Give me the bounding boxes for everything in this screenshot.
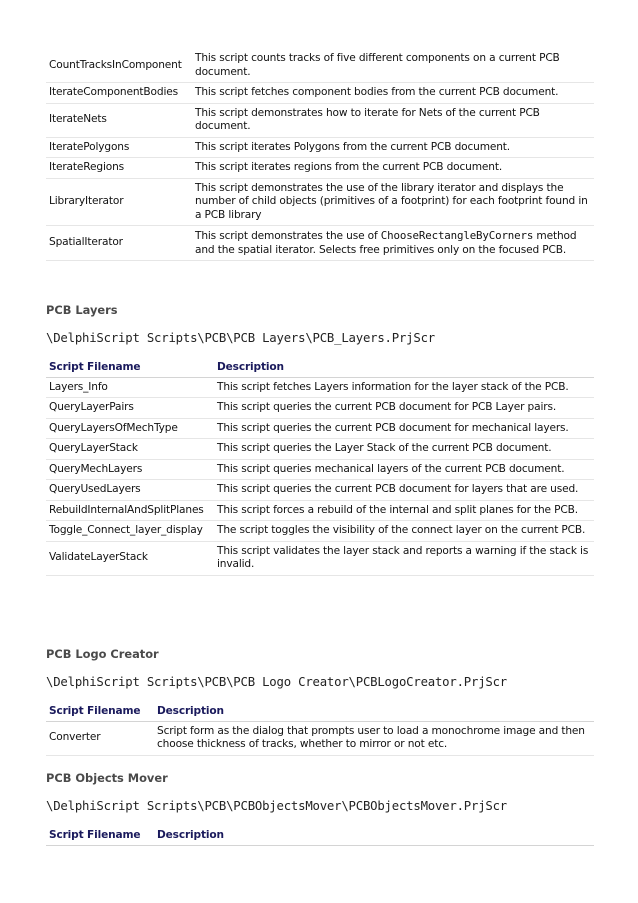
script-description: This script iterates regions from the current PCB document.	[192, 158, 594, 179]
script-description: This script iterates Polygons from the current PCB document.	[192, 137, 594, 158]
script-filename: QueryLayerStack	[46, 439, 214, 460]
column-header: Description	[157, 705, 224, 717]
script-filename: QueryMechLayers	[46, 459, 214, 480]
table-row	[46, 418, 594, 439]
desc-text: method and the spatial iterator. Selects free primitives only on the focused PCB.	[195, 230, 577, 256]
script-filename: IterateComponentBodies	[46, 83, 192, 104]
iterators-table	[46, 49, 594, 261]
script-filename: QueryUsedLayers	[46, 480, 214, 501]
script-filename: Converter	[46, 721, 154, 755]
script-filename: IteratePolygons	[46, 137, 192, 158]
column-header: Script Filename	[49, 361, 141, 373]
script-filename: RebuildInternalAndSplitPlanes	[46, 500, 214, 521]
script-description: Script form as the dialog that prompts user to load a monochrome image and then choose thickness of tracks, whether to mirror or not etc.	[154, 721, 594, 755]
table-row	[46, 500, 594, 521]
table-row	[46, 480, 594, 501]
table-row	[46, 83, 594, 104]
desc-text: This script demonstrates the use of	[195, 230, 381, 242]
script-description	[192, 226, 594, 261]
table-row	[46, 541, 594, 575]
column-header: Script Filename	[49, 829, 141, 841]
table-header	[46, 359, 594, 377]
script-filename: LibraryIterator	[46, 178, 192, 226]
project-path: \DelphiScript Scripts\PCB\PCB Logo Creator\PCBLogoCreator.PrjScr	[46, 675, 508, 689]
script-description: The script toggles the visibility of the connect layer on the current PCB.	[214, 521, 594, 542]
section-heading-pcb-layers: PCB Layers	[46, 303, 118, 317]
script-filename: SpatialIterator	[46, 226, 192, 261]
script-description: This script validates the layer stack and reports a warning if the stack is invalid.	[214, 541, 594, 575]
table-row	[46, 377, 594, 398]
pcb-objects-mover-table	[46, 827, 594, 846]
column-header: Description	[217, 361, 284, 373]
section-heading-pcb-logo-creator: PCB Logo Creator	[46, 647, 159, 661]
project-path: \DelphiScript Scripts\PCB\PCBObjectsMover\PCBObjectsMover.PrjScr	[46, 799, 508, 813]
script-filename: IterateRegions	[46, 158, 192, 179]
table-row	[46, 439, 594, 460]
table-row	[46, 521, 594, 542]
table-row	[46, 137, 594, 158]
script-filename: ValidateLayerStack	[46, 541, 214, 575]
project-path: \DelphiScript Scripts\PCB\PCB Layers\PCB_Layers.PrjScr	[46, 331, 435, 345]
section-heading-pcb-objects-mover: PCB Objects Mover	[46, 771, 168, 785]
script-filename: Layers_Info	[46, 377, 214, 398]
script-description: This script demonstrates how to iterate for Nets of the current PCB document.	[192, 103, 594, 137]
script-filename: QueryLayerPairs	[46, 398, 214, 419]
script-description: This script queries the Layer Stack of the current PCB document.	[214, 439, 594, 460]
script-description: This script queries mechanical layers of the current PCB document.	[214, 459, 594, 480]
table-row	[46, 459, 594, 480]
script-description: This script forces a rebuild of the internal and split planes for the PCB.	[214, 500, 594, 521]
column-header: Description	[157, 829, 224, 841]
table-row	[46, 398, 594, 419]
script-description: This script demonstrates the use of the library iterator and displays the number of child objects (primitives of a footprint) for each footprint found in a PCB library	[192, 178, 594, 226]
table-row	[46, 226, 594, 261]
column-header: Script Filename	[49, 705, 141, 717]
code-text: ChooseRectangleByCorners	[380, 229, 534, 242]
table-row	[46, 158, 594, 179]
table-header	[46, 703, 594, 721]
table-row	[46, 721, 594, 755]
table-header	[46, 827, 594, 845]
table-row	[46, 178, 594, 226]
script-filename: QueryLayersOfMechType	[46, 418, 214, 439]
script-description: This script queries the current PCB document for mechanical layers.	[214, 418, 594, 439]
table-row	[46, 103, 594, 137]
pcb-logo-table	[46, 703, 594, 756]
script-description: This script fetches component bodies from the current PCB document.	[192, 83, 594, 104]
script-description: This script queries the current PCB document for layers that are used.	[214, 480, 594, 501]
pcb-layers-table	[46, 359, 594, 576]
script-filename: IterateNets	[46, 103, 192, 137]
script-filename: CountTracksInComponent	[46, 49, 192, 83]
script-description: This script queries the current PCB document for PCB Layer pairs.	[214, 398, 594, 419]
table-row	[46, 49, 594, 83]
script-description: This script fetches Layers information for the layer stack of the PCB.	[214, 377, 594, 398]
script-description: This script counts tracks of five different components on a current PCB document.	[192, 49, 594, 83]
script-filename: Toggle_Connect_layer_display	[46, 521, 214, 542]
